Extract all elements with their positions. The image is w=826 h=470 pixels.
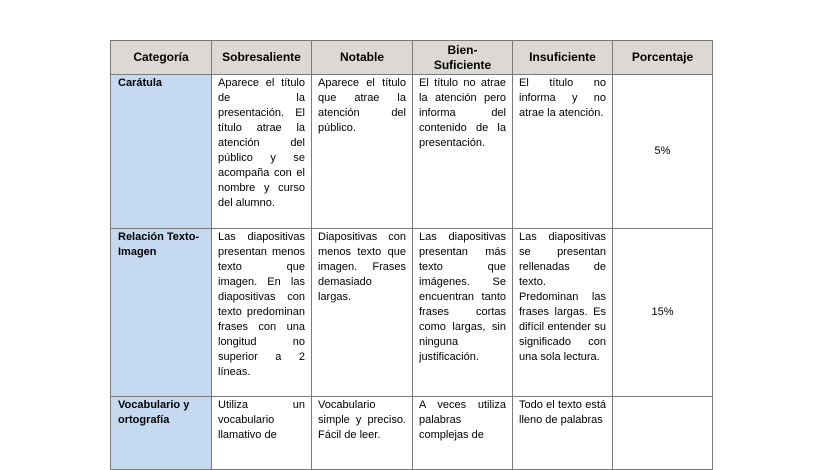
table-row: [111, 229, 713, 397]
header-categoria: Categoría: [111, 41, 212, 75]
table-row: [111, 75, 713, 229]
sobresaliente-cell: Las diapositivas presentan menos texto que imagen. En las diapositivas con texto predominan frases con una longitud no superior a 2 líneas.: [212, 229, 312, 397]
bien-suficiente-cell: Las diapositivas presentan más texto que imágenes. Se encuentran tanto frases cortas como largas, sin ninguna justificación.: [413, 229, 513, 397]
sobresaliente-cell: Utiliza un vocabulario llamativo de: [212, 397, 312, 470]
header-notable: Notable: [312, 41, 413, 75]
table-row: [111, 397, 713, 470]
notable-cell: Vocabulario simple y preciso. Fácil de leer.: [312, 397, 413, 470]
insuficiente-cell: El título no informa y no atrae la atención.: [513, 75, 613, 229]
header-insuficiente: Insuficiente: [513, 41, 613, 75]
header-row: [111, 41, 713, 75]
category-cell: Vocabulario y ortografía: [111, 397, 212, 470]
sobresaliente-cell: Aparece el título de la presentación. El título atrae la atención del público y se acompaña con el nombre y curso del alumno.: [212, 75, 312, 229]
header-bien-suficiente: Bien- Suficiente: [413, 41, 513, 75]
porcentaje-cell: 15%: [613, 229, 713, 397]
notable-cell: Diapositivas con menos texto que imagen. Frases demasiado largas.: [312, 229, 413, 397]
header-porcentaje: Porcentaje: [613, 41, 713, 75]
insuficiente-cell: Las diapositivas se presentan rellenadas de texto. Predominan las frases largas. Es difícil entender su significado con una sola lectura.: [513, 229, 613, 397]
notable-cell: Aparece el título que atrae la atención del público.: [312, 75, 413, 229]
bien-suficiente-cell: A veces utiliza palabras complejas de: [413, 397, 513, 470]
category-cell: Relación Texto-Imagen: [111, 229, 212, 397]
insuficiente-cell: Todo el texto está lleno de palabras: [513, 397, 613, 470]
bien-suficiente-cell: El título no atrae la atención pero informa del contenido de la presentación.: [413, 75, 513, 229]
category-cell: Carátula: [111, 75, 212, 229]
porcentaje-cell: 5%: [613, 75, 713, 229]
rubric-table: [110, 40, 713, 470]
porcentaje-cell: [613, 397, 713, 470]
header-sobresaliente: Sobresaliente: [212, 41, 312, 75]
